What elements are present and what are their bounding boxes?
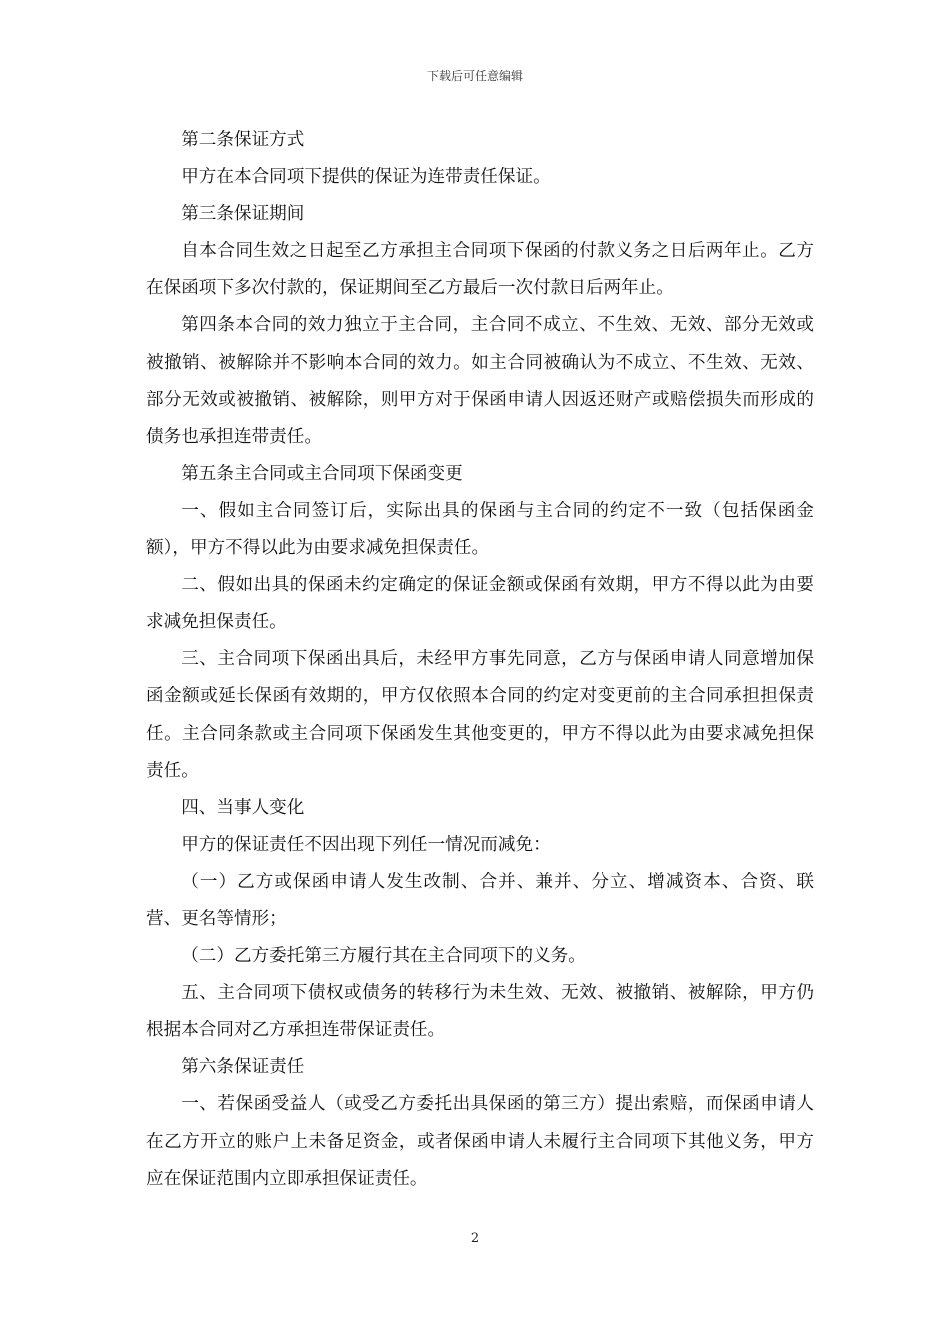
paragraph: 第四条本合同的效力独立于主合同，主合同不成立、不生效、无效、部分无效或被撤销、被解除并不影响本合同的效力。如主合同被确认为不成立、不生效、无效、部分无效或被撤销、被解除，则甲方对于保函申请人因返还财产或赔偿损失而形成的债务也承担连带责任。 [146, 315, 814, 447]
paragraph: 一、假如主合同签订后，实际出具的保函与主合同的约定不一致（包括保函金额），甲方不得以此为由要求减免担保责任。 [146, 500, 814, 559]
section-heading-guarantee-period: 第三条保证期间 [181, 204, 305, 225]
paragraph: 二、假如出具的保函未约定确定的保证金额或保函有效期，甲方不得以此为由要求减免担保责任。 [146, 575, 814, 633]
paragraph: 自本合同生效之日起至乙方承担主合同项下保函的付款义务之日后两年止。乙方在保函项下多次付款的，保证期间至乙方最后一次付款日后两年止。 [146, 241, 814, 299]
section-heading-guarantee-liability: 第六条保证责任 [181, 1057, 305, 1078]
subsection-heading-party-change: 四、当事人变化 [181, 797, 305, 818]
section-heading-contract-change: 第五条主合同或主合同项下保函变更 [181, 463, 463, 484]
paragraph: 甲方的保证责任不因出现下列任一情况而减免： [181, 834, 551, 855]
document-body [146, 122, 814, 1198]
page-header: 下载后可任意编辑 [426, 69, 523, 83]
paragraph: 五、主合同项下债权或债务的转移行为未生效、无效、被撤销、被解除，甲方仍根据本合同对乙方承担连带保证责任。 [146, 983, 814, 1041]
list-item: （一）乙方或保函申请人发生改制、合并、兼并、分立、增减资本、合资、联营、更名等情形； [146, 871, 814, 929]
list-item: （二）乙方委托第三方履行其在主合同项下的义务。 [181, 946, 586, 967]
paragraph: 甲方在本合同项下提供的保证为连带责任保证。 [181, 167, 551, 188]
paragraph: 一、若保函受益人（或受乙方委托出具保函的第三方）提出索赔，而保函申请人在乙方开立的账户上未备足资金，或者保函申请人未履行主合同项下其他义务，甲方应在保证范围内立即承担保证责任。 [146, 1094, 814, 1189]
paragraph: 三、主合同项下保函出具后，未经甲方事先同意，乙方与保函申请人同意增加保函金额或延长保函有效期的，甲方仅依照本合同的约定对变更前的主合同承担担保责任。主合同条款或主合同项下保函发生其他变更的，甲方不得以此为由要求减免担保责任。 [146, 649, 814, 781]
page-number: 2 [470, 1231, 480, 1246]
section-heading-guarantee-method: 第二条保证方式 [181, 130, 305, 150]
